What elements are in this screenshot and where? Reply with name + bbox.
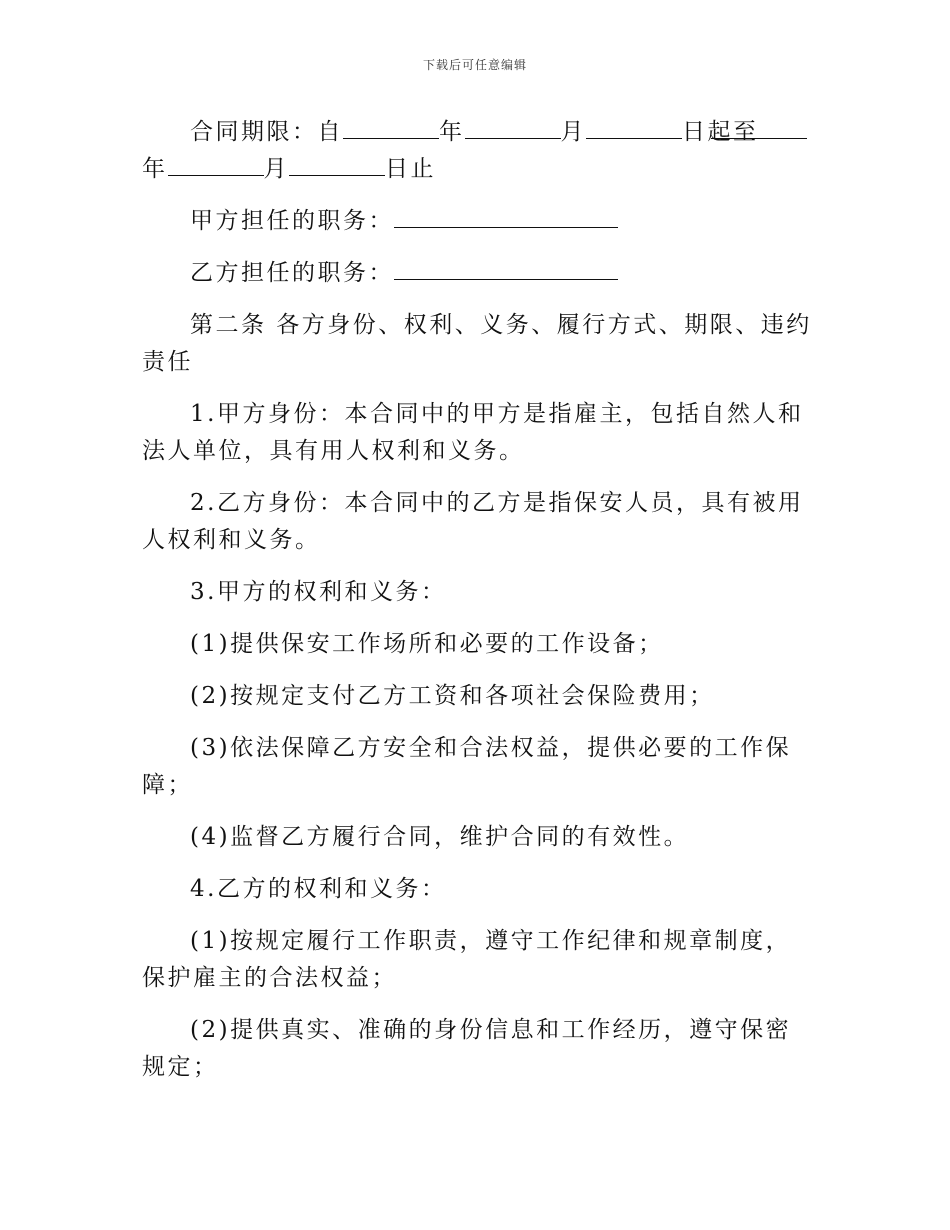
- start-day-unit: 日起至: [682, 119, 759, 145]
- clause-4-item-1: (1)按规定履行工作职责，遵守工作纪律和规章制度，保护雇主的合法权益；: [142, 928, 792, 991]
- article-2-title: 第二条 各方身份、权利、义务、履行方式、期限、违约责任: [142, 312, 812, 375]
- page-header-note: 下载后可任意编辑: [422, 58, 527, 72]
- party-a-duty-blank[interactable]: [394, 205, 618, 228]
- party-a-duty-paragraph: [142, 203, 812, 240]
- end-year-unit: 年: [142, 156, 168, 182]
- end-month-unit: 月: [263, 156, 289, 182]
- end-day-unit: 日止: [385, 156, 436, 182]
- clause-3-item-1: (1)提供保安工作场所和必要的工作设备；: [190, 631, 664, 657]
- start-month-unit: 月: [560, 119, 586, 145]
- clause-4-party-b-rights-heading: 4.乙方的权利和义务：: [190, 876, 447, 902]
- start-day-blank[interactable]: [586, 116, 682, 139]
- clause-3-item-4: (4)监督乙方履行合同，维护合同的有效性。: [190, 824, 690, 850]
- party-a-duty-label: 甲方担任的职务：: [190, 208, 394, 234]
- end-year-blank[interactable]: [711, 116, 807, 139]
- clause-3-item-3: (3)依法保障乙方安全和合法权益，提供必要的工作保障；: [142, 735, 792, 798]
- clause-2-party-b-identity: 2.乙方身份：本合同中的乙方是指保安人员，具有被用人权利和义务。: [142, 490, 804, 553]
- party-b-duty-paragraph: [142, 255, 812, 292]
- contract-term-paragraph: [142, 114, 812, 188]
- clause-3-item-2: (2)按规定支付乙方工资和各项社会保险费用；: [190, 683, 715, 709]
- clause-4-item-2: (2)提供真实、准确的身份信息和工作经历，遵守保密规定；: [142, 1017, 792, 1080]
- end-month-blank[interactable]: [168, 153, 264, 176]
- start-year-unit: 年: [439, 119, 465, 145]
- clause-1-party-a-identity: 1.甲方身份：本合同中的甲方是指雇主，包括自然人和法人单位，具有用人权利和义务。: [142, 401, 804, 464]
- start-year-blank[interactable]: [343, 116, 439, 139]
- clause-3-party-a-rights-heading: 3.甲方的权利和义务：: [190, 579, 447, 605]
- party-b-duty-blank[interactable]: [394, 257, 618, 280]
- document-body: [142, 114, 812, 1101]
- end-day-blank[interactable]: [289, 153, 385, 176]
- term-label: 合同期限：自: [190, 119, 343, 145]
- party-b-duty-label: 乙方担任的职务：: [190, 260, 394, 286]
- start-month-blank[interactable]: [465, 116, 561, 139]
